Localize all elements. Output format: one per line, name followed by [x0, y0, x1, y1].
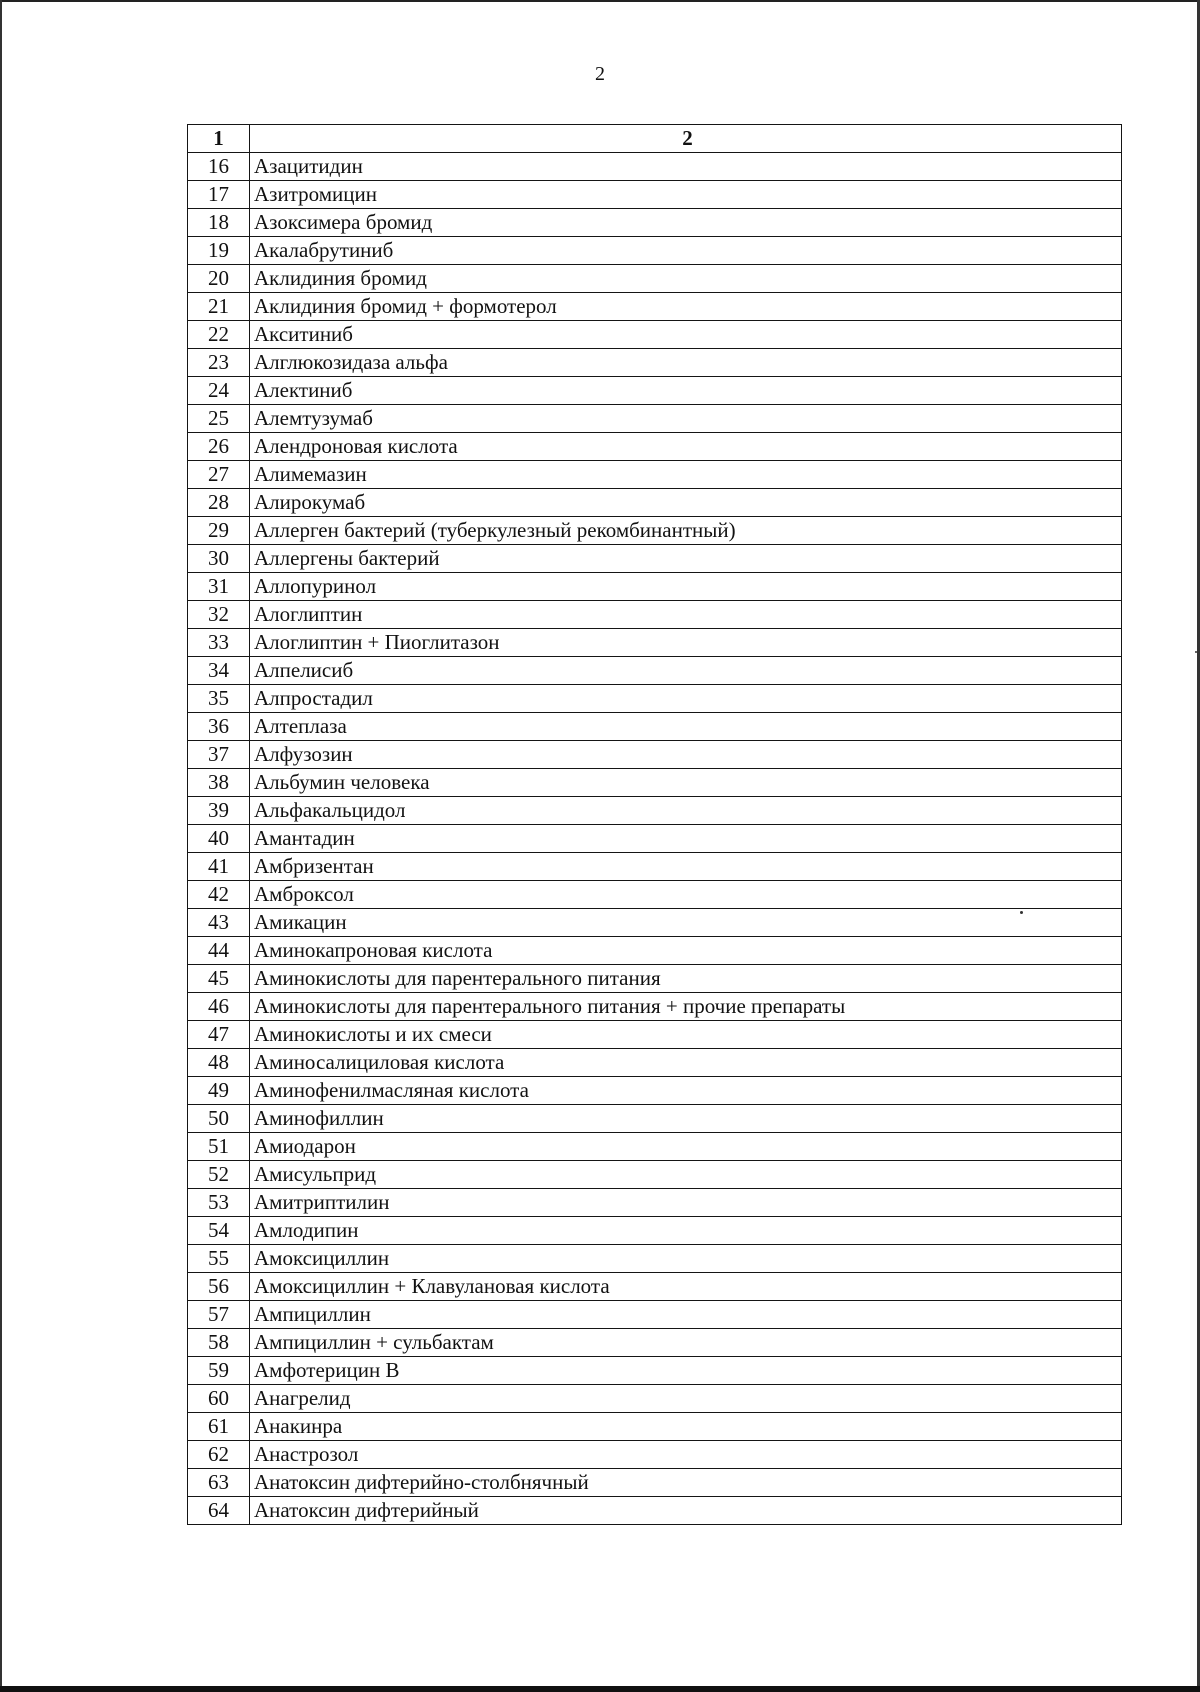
- table-row: [188, 321, 1122, 349]
- row-number-cell: 19: [188, 237, 250, 265]
- table-row: [188, 965, 1122, 993]
- drug-name-cell: Аллерген бактерий (туберкулезный рекомбинантный): [250, 517, 1122, 545]
- table-row: [188, 1021, 1122, 1049]
- table-row: [188, 265, 1122, 293]
- row-number-cell: 46: [188, 993, 250, 1021]
- drug-name-cell: Амбризентан: [250, 853, 1122, 881]
- table-row: [188, 1133, 1122, 1161]
- row-number-cell: 43: [188, 909, 250, 937]
- table-row: [188, 1273, 1122, 1301]
- drug-name-cell: Акситиниб: [250, 321, 1122, 349]
- drug-name-cell: Амисульприд: [250, 1161, 1122, 1189]
- table-row: [188, 993, 1122, 1021]
- table-row: [188, 461, 1122, 489]
- row-number-cell: 35: [188, 685, 250, 713]
- row-number-cell: 34: [188, 657, 250, 685]
- row-number-cell: 55: [188, 1245, 250, 1273]
- drug-name-cell: Алоглиптин: [250, 601, 1122, 629]
- table-row: [188, 1189, 1122, 1217]
- table-row: [188, 405, 1122, 433]
- table-row: [188, 1385, 1122, 1413]
- drug-name-cell: Анастрозол: [250, 1441, 1122, 1469]
- drug-name-cell: Амоксициллин + Клавулановая кислота: [250, 1273, 1122, 1301]
- drug-name-cell: Алектиниб: [250, 377, 1122, 405]
- page-number: 2: [595, 63, 605, 85]
- row-number-cell: 51: [188, 1133, 250, 1161]
- table-row: [188, 937, 1122, 965]
- table-row: [188, 1329, 1122, 1357]
- row-number-cell: 52: [188, 1161, 250, 1189]
- drug-name-cell: Амлодипин: [250, 1217, 1122, 1245]
- scan-border-top: [0, 0, 1200, 2]
- row-number-cell: 16: [188, 153, 250, 181]
- table-row: [188, 1357, 1122, 1385]
- table-row: [188, 1049, 1122, 1077]
- row-number-cell: 31: [188, 573, 250, 601]
- row-number-cell: 24: [188, 377, 250, 405]
- table-row: [188, 657, 1122, 685]
- row-number-cell: 58: [188, 1329, 250, 1357]
- table-row: [188, 181, 1122, 209]
- drug-name-cell: Альфакальцидол: [250, 797, 1122, 825]
- drug-name-cell: Амикацин: [250, 909, 1122, 937]
- row-number-cell: 29: [188, 517, 250, 545]
- drug-name-cell: Алимемазин: [250, 461, 1122, 489]
- table-row: [188, 377, 1122, 405]
- row-number-cell: 49: [188, 1077, 250, 1105]
- drug-list-table: [187, 124, 1122, 1525]
- drug-name-cell: Аминосалициловая кислота: [250, 1049, 1122, 1077]
- drug-name-cell: Аклидиния бромид + формотерол: [250, 293, 1122, 321]
- drug-name-cell: Аклидиния бромид: [250, 265, 1122, 293]
- drug-name-cell: Аллергены бактерий: [250, 545, 1122, 573]
- drug-name-cell: Алендроновая кислота: [250, 433, 1122, 461]
- row-number-cell: 22: [188, 321, 250, 349]
- table-row: [188, 517, 1122, 545]
- table-body: [188, 153, 1122, 1525]
- table-row: [188, 1441, 1122, 1469]
- drug-name-cell: Аллопуринол: [250, 573, 1122, 601]
- table-row: [188, 433, 1122, 461]
- row-number-cell: 28: [188, 489, 250, 517]
- table-row: [188, 741, 1122, 769]
- row-number-cell: 21: [188, 293, 250, 321]
- drug-name-cell: Алпелисиб: [250, 657, 1122, 685]
- table-row: [188, 1245, 1122, 1273]
- scan-speck: [1020, 911, 1023, 914]
- row-number-cell: 64: [188, 1497, 250, 1525]
- drug-name-cell: Анатоксин дифтерийно-столбнячный: [250, 1469, 1122, 1497]
- table-row: [188, 1469, 1122, 1497]
- table-row: [188, 237, 1122, 265]
- table-row: [188, 1301, 1122, 1329]
- table-row: [188, 349, 1122, 377]
- table-row: [188, 1077, 1122, 1105]
- table-row: [188, 853, 1122, 881]
- table-row: [188, 293, 1122, 321]
- drug-name-cell: Азоксимера бромид: [250, 209, 1122, 237]
- table-row: [188, 713, 1122, 741]
- drug-name-cell: Анакинра: [250, 1413, 1122, 1441]
- drug-name-cell: Амиодарон: [250, 1133, 1122, 1161]
- table-row: [188, 1217, 1122, 1245]
- table-row: [188, 629, 1122, 657]
- drug-name-cell: Аминофиллин: [250, 1105, 1122, 1133]
- table-row: [188, 601, 1122, 629]
- scan-border-bottom: [0, 1686, 1200, 1692]
- drug-name-cell: Аминокислоты для парентерального питания + прочие препараты: [250, 993, 1122, 1021]
- table-row: [188, 1497, 1122, 1525]
- drug-name-cell: Акалабрутиниб: [250, 237, 1122, 265]
- row-number-cell: 33: [188, 629, 250, 657]
- row-number-cell: 40: [188, 825, 250, 853]
- table-row: [188, 573, 1122, 601]
- row-number-cell: 36: [188, 713, 250, 741]
- drug-name-cell: Алпростадил: [250, 685, 1122, 713]
- drug-name-cell: Аминокапроновая кислота: [250, 937, 1122, 965]
- row-number-cell: 30: [188, 545, 250, 573]
- row-number-cell: 26: [188, 433, 250, 461]
- drug-name-cell: Алемтузумаб: [250, 405, 1122, 433]
- drug-name-cell: Амброксол: [250, 881, 1122, 909]
- drug-name-cell: Анагрелид: [250, 1385, 1122, 1413]
- drug-name-cell: Алтеплаза: [250, 713, 1122, 741]
- row-number-cell: 63: [188, 1469, 250, 1497]
- scan-border-left: [0, 0, 2, 1692]
- scan-speck: [1195, 651, 1197, 653]
- row-number-cell: 56: [188, 1273, 250, 1301]
- drug-name-cell: Азацитидин: [250, 153, 1122, 181]
- drug-name-cell: Аминокислоты для парентерального питания: [250, 965, 1122, 993]
- table-row: [188, 909, 1122, 937]
- drug-name-cell: Анатоксин дифтерийный: [250, 1497, 1122, 1525]
- row-number-cell: 38: [188, 769, 250, 797]
- row-number-cell: 37: [188, 741, 250, 769]
- table-row: [188, 1105, 1122, 1133]
- drug-name-cell: Альбумин человека: [250, 769, 1122, 797]
- drug-name-cell: Амоксициллин: [250, 1245, 1122, 1273]
- table-row: [188, 489, 1122, 517]
- row-number-cell: 48: [188, 1049, 250, 1077]
- drug-name-cell: Амитриптилин: [250, 1189, 1122, 1217]
- header-col-name: 2: [250, 125, 1122, 153]
- row-number-cell: 25: [188, 405, 250, 433]
- row-number-cell: 53: [188, 1189, 250, 1217]
- table-header-row: [188, 125, 1122, 153]
- drug-name-cell: Азитромицин: [250, 181, 1122, 209]
- drug-name-cell: Алфузозин: [250, 741, 1122, 769]
- drug-name-cell: Ампициллин + сульбактам: [250, 1329, 1122, 1357]
- row-number-cell: 57: [188, 1301, 250, 1329]
- table-row: [188, 545, 1122, 573]
- table-row: [188, 769, 1122, 797]
- row-number-cell: 39: [188, 797, 250, 825]
- row-number-cell: 23: [188, 349, 250, 377]
- table-row: [188, 685, 1122, 713]
- drug-name-cell: Алирокумаб: [250, 489, 1122, 517]
- header-col-number: 1: [188, 125, 250, 153]
- row-number-cell: 50: [188, 1105, 250, 1133]
- drug-name-cell: Алоглиптин + Пиоглитазон: [250, 629, 1122, 657]
- row-number-cell: 42: [188, 881, 250, 909]
- table-row: [188, 1413, 1122, 1441]
- table-row: [188, 797, 1122, 825]
- table-row: [188, 881, 1122, 909]
- row-number-cell: 47: [188, 1021, 250, 1049]
- row-number-cell: 20: [188, 265, 250, 293]
- drug-name-cell: Аминофенилмасляная кислота: [250, 1077, 1122, 1105]
- row-number-cell: 45: [188, 965, 250, 993]
- table-header: [188, 125, 1122, 153]
- row-number-cell: 17: [188, 181, 250, 209]
- drug-name-cell: Ампициллин: [250, 1301, 1122, 1329]
- row-number-cell: 27: [188, 461, 250, 489]
- table-row: [188, 1161, 1122, 1189]
- drug-name-cell: Алглюкозидаза альфа: [250, 349, 1122, 377]
- drug-name-cell: Аминокислоты и их смеси: [250, 1021, 1122, 1049]
- row-number-cell: 61: [188, 1413, 250, 1441]
- row-number-cell: 32: [188, 601, 250, 629]
- row-number-cell: 18: [188, 209, 250, 237]
- table-row: [188, 153, 1122, 181]
- drug-name-cell: Амантадин: [250, 825, 1122, 853]
- row-number-cell: 60: [188, 1385, 250, 1413]
- row-number-cell: 59: [188, 1357, 250, 1385]
- drug-name-cell: Амфотерицин В: [250, 1357, 1122, 1385]
- table-row: [188, 209, 1122, 237]
- row-number-cell: 62: [188, 1441, 250, 1469]
- row-number-cell: 54: [188, 1217, 250, 1245]
- row-number-cell: 44: [188, 937, 250, 965]
- table-row: [188, 825, 1122, 853]
- row-number-cell: 41: [188, 853, 250, 881]
